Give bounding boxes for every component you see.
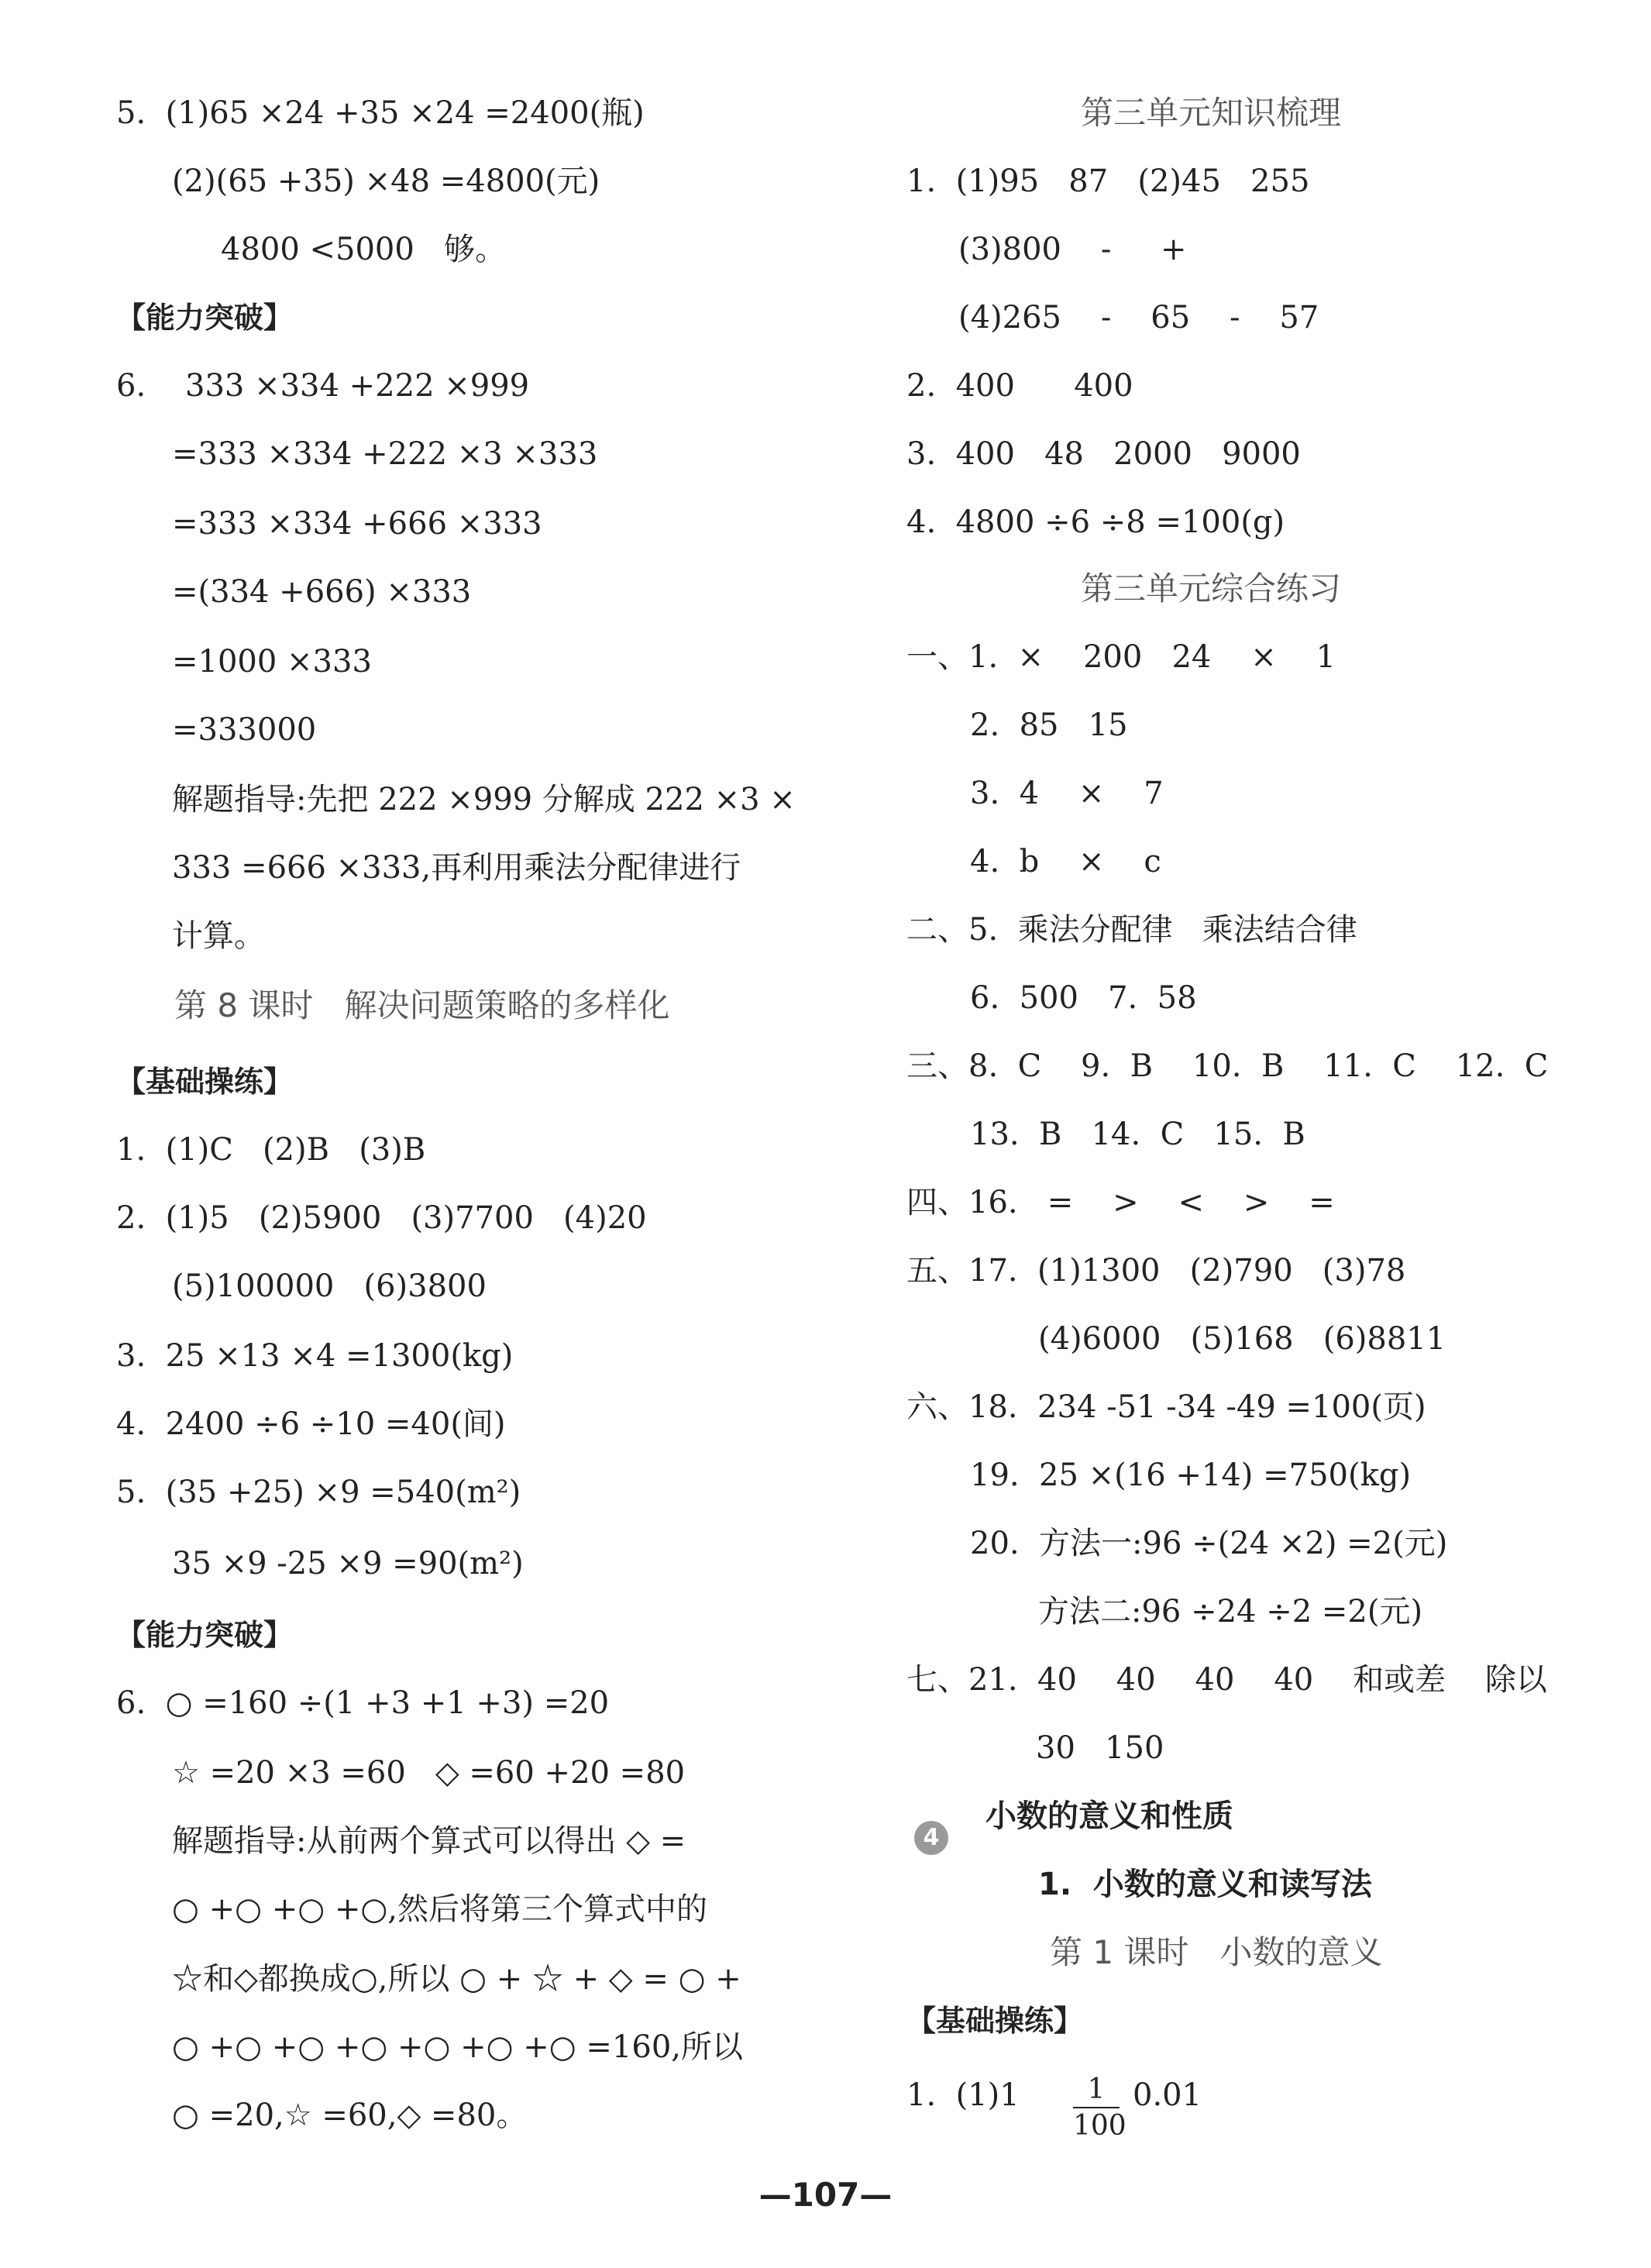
left-line: 解题指导:先把 222 ×999 分解成 222 ×3 × bbox=[172, 782, 796, 817]
right-line: 13. B 14. C 15. B bbox=[970, 1117, 1305, 1152]
left-line: =333000 bbox=[172, 712, 317, 748]
left-line: (2)(65 +35) ×48 =4800(元) bbox=[172, 163, 600, 199]
fraction-bar bbox=[1073, 2107, 1120, 2108]
right-line: 4. b × c bbox=[970, 844, 1161, 879]
left-line: =1000 ×333 bbox=[172, 644, 372, 680]
right-line: 2. 85 15 bbox=[970, 707, 1128, 743]
right-line: 一、1. × 200 24 × 1 bbox=[906, 639, 1336, 675]
right-line: 1. (1)95 87 (2)45 255 bbox=[906, 163, 1310, 199]
right-line: 3. 400 48 2000 9000 bbox=[906, 436, 1301, 472]
right-line: 三、8. C 9. B 10. B 11. C 12. C bbox=[906, 1048, 1549, 1084]
left-line: 解题指导:从前两个算式可以得出 ◇ = bbox=[172, 1823, 686, 1859]
right-line: (4)265 - 65 - 57 bbox=[958, 300, 1319, 336]
left-line: 6. ○ =160 ÷(1 +3 +1 +3) =20 bbox=[116, 1685, 610, 1721]
fraction-numerator: 1 bbox=[1087, 2074, 1106, 2105]
right-line: 小数的意义和性质 bbox=[985, 1798, 1233, 1834]
left-line: ○ +○ +○ +○ +○ +○ +○ =160,所以 bbox=[172, 2029, 743, 2065]
right-line: 4. 4800 ÷6 ÷8 =100(g) bbox=[906, 504, 1285, 540]
left-line: ○ +○ +○ +○,然后将第三个算式中的 bbox=[172, 1891, 708, 1927]
fraction bbox=[1073, 2074, 1126, 2142]
right-line: 6. 500 7. 58 bbox=[970, 980, 1197, 1016]
left-line: 333 =666 ×333,再利用乘法分配律进行 bbox=[172, 850, 741, 886]
left-line: 5. (35 +25) ×9 =540(m²) bbox=[116, 1475, 521, 1510]
right-line: 【基础操练】 bbox=[906, 2004, 1084, 2038]
right-line: 第 1 课时 小数的意义 bbox=[1050, 1933, 1383, 1971]
right-line: 六、18. 234 -51 -34 -49 =100(页) bbox=[906, 1389, 1426, 1425]
right-line: 第三单元知识梳理 bbox=[1081, 94, 1342, 132]
page-number: —107— bbox=[758, 2176, 893, 2214]
right-line: 30 150 bbox=[1036, 1730, 1164, 1766]
right-line: (3)800 - + bbox=[958, 232, 1187, 267]
left-line: 5. (1)65 ×24 +35 ×24 =2400(瓶) bbox=[116, 95, 645, 131]
left-line: ☆和◇都换成○,所以 ○ + ☆ + ◇ = ○ + bbox=[172, 1961, 741, 1997]
right-line: 19. 25 ×(16 +14) =750(kg) bbox=[970, 1458, 1412, 1493]
left-line: 【基础操练】 bbox=[116, 1065, 294, 1099]
right-line: 二、5. 乘法分配律 乘法结合律 bbox=[906, 912, 1357, 948]
right-line: 1. 小数的意义和读写法 bbox=[1038, 1867, 1372, 1902]
left-line: 6. 333 ×334 +222 ×999 bbox=[116, 368, 530, 404]
fraction-denominator: 100 bbox=[1073, 2110, 1126, 2142]
left-line: =333 ×334 +222 ×3 ×333 bbox=[172, 436, 598, 472]
left-line: 【能力突破】 bbox=[116, 301, 294, 335]
left-line: 4800 <5000 够。 bbox=[221, 232, 506, 267]
right-line: (4)6000 (5)168 (6)8811 bbox=[1038, 1321, 1446, 1357]
left-line: 计算。 bbox=[172, 918, 265, 954]
left-line: 1. (1)C (2)B (3)B bbox=[116, 1132, 426, 1168]
right-line: 第三单元综合练习 bbox=[1081, 570, 1342, 607]
unit-badge: 4 bbox=[914, 1821, 948, 1855]
left-line: ☆ =20 ×3 =60 ◇ =60 +20 =80 bbox=[172, 1755, 686, 1791]
right-line: 五、17. (1)1300 (2)790 (3)78 bbox=[906, 1253, 1406, 1289]
left-line: 4. 2400 ÷6 ÷10 =40(间) bbox=[116, 1406, 506, 1442]
left-line: 3. 25 ×13 ×4 =1300(kg) bbox=[116, 1338, 514, 1374]
left-line: 第 8 课时 解决问题策略的多样化 bbox=[174, 986, 670, 1024]
right-line: 四、16. = > < > = bbox=[906, 1185, 1335, 1220]
right-line: 2. 400 400 bbox=[906, 368, 1133, 404]
left-line: ○ =20,☆ =60,◇ =80。 bbox=[172, 2098, 528, 2133]
left-line: (5)100000 (6)3800 bbox=[172, 1268, 487, 1304]
left-line: 35 ×9 -25 ×9 =90(m²) bbox=[172, 1546, 524, 1581]
right-line: 3. 4 × 7 bbox=[970, 776, 1164, 811]
right-line: 1. (1)1 bbox=[906, 2077, 1020, 2113]
right-line: 0.01 bbox=[1133, 2077, 1202, 2113]
right-line: 方法二:96 ÷24 ÷2 =2(元) bbox=[1038, 1594, 1423, 1630]
left-line: 2. (1)5 (2)5900 (3)7700 (4)20 bbox=[116, 1200, 647, 1236]
left-line: =(334 +666) ×333 bbox=[172, 574, 472, 610]
right-line: 七、21. 40 40 40 40 和或差 除以 bbox=[906, 1662, 1547, 1698]
right-line: 20. 方法一:96 ÷(24 ×2) =2(元) bbox=[970, 1526, 1448, 1561]
left-line: =333 ×334 +666 ×333 bbox=[172, 506, 542, 542]
left-line: 【能力突破】 bbox=[116, 1618, 294, 1652]
